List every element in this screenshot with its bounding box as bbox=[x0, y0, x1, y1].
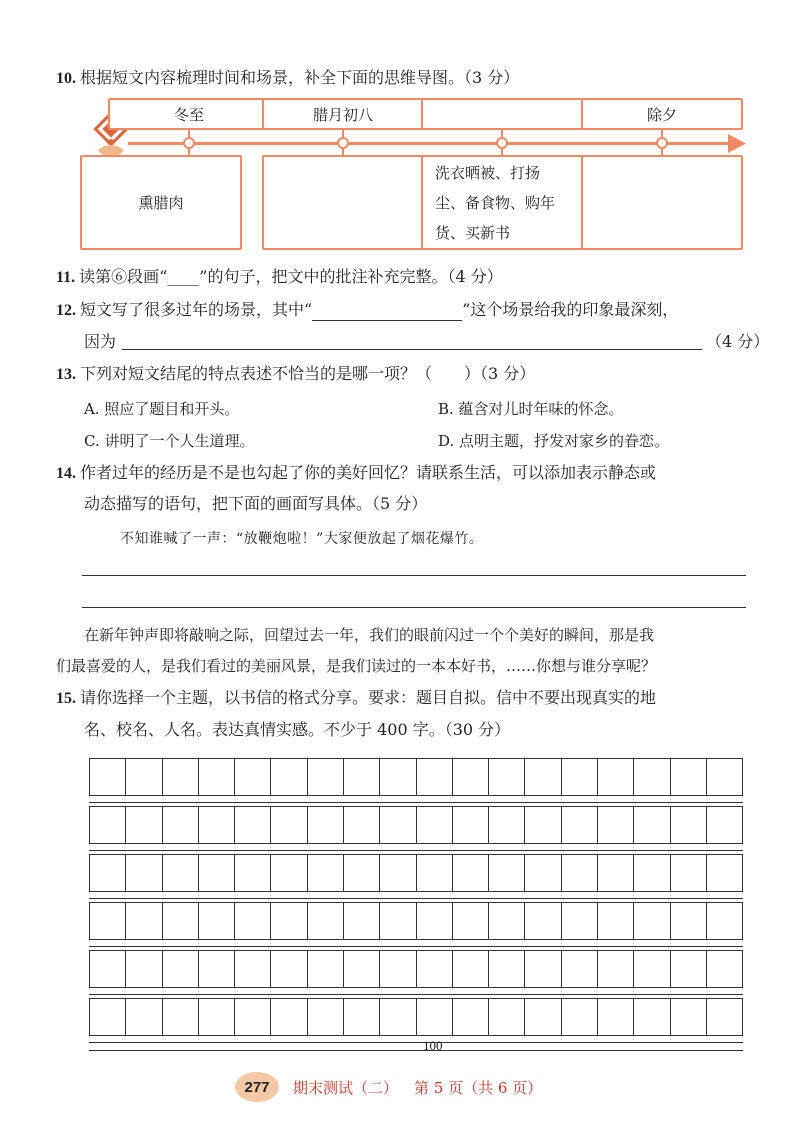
option-d[interactable]: D. 点明主题，抒发对家乡的眷恋。 bbox=[438, 432, 670, 450]
grid-cell[interactable] bbox=[562, 855, 598, 891]
grid-cell[interactable] bbox=[380, 759, 416, 795]
question-text: 下列对短文结尾的特点表述不恰当的是哪一项？（ ）（3 分） bbox=[80, 364, 536, 383]
grid-cell[interactable] bbox=[671, 759, 707, 795]
grid-row-gap-line bbox=[89, 898, 743, 899]
grid-cell[interactable] bbox=[562, 759, 598, 795]
grid-cell[interactable] bbox=[380, 855, 416, 891]
grid-cell[interactable] bbox=[453, 951, 489, 987]
grid-cell[interactable] bbox=[308, 807, 344, 843]
timeline-time-3-blank[interactable] bbox=[421, 98, 583, 130]
question-text: 作者过年的经历是不是也勾起了你的美好回忆？请联系生活，可以添加表示静态或 bbox=[80, 463, 657, 482]
grid-cell[interactable] bbox=[671, 855, 707, 891]
grid-cell[interactable] bbox=[308, 759, 344, 795]
grid-cell[interactable] bbox=[90, 951, 126, 987]
grid-cell[interactable] bbox=[271, 807, 307, 843]
grid-cell[interactable] bbox=[126, 903, 162, 939]
grid-cell[interactable] bbox=[308, 951, 344, 987]
question-text: 根据短文内容梳理时间和场景，补全下面的思维导图。（3 分） bbox=[80, 68, 520, 87]
grid-cell[interactable] bbox=[90, 807, 126, 843]
timeline-time-1: 冬至 bbox=[108, 98, 270, 130]
option-a[interactable]: A. 照应了题目和开头。 bbox=[84, 400, 240, 418]
grid-cell[interactable] bbox=[344, 759, 380, 795]
question-number: 13. bbox=[56, 366, 76, 383]
grid-cell[interactable] bbox=[380, 999, 416, 1035]
grid-cell[interactable] bbox=[707, 807, 742, 843]
grid-bottom-line bbox=[89, 1050, 743, 1051]
grid-cell[interactable] bbox=[453, 855, 489, 891]
timeline-time-2: 腊月初八 bbox=[262, 98, 424, 130]
grid-row-gap-line bbox=[89, 994, 743, 995]
option-c[interactable]: C. 讲明了一个人生道理。 bbox=[84, 432, 255, 450]
question-text-cont: ”这个场景给我的印象最深刻， bbox=[462, 300, 679, 319]
grid-cell[interactable] bbox=[634, 807, 670, 843]
grid-cell[interactable] bbox=[453, 807, 489, 843]
grid-cell[interactable] bbox=[235, 999, 271, 1035]
grid-cell[interactable] bbox=[126, 759, 162, 795]
intro-line-2: 们最喜爱的人，是我们看过的美丽风景，是我们读过的一本本好书，……你想与谁分享呢？ bbox=[56, 657, 657, 675]
grid-cell[interactable] bbox=[707, 855, 742, 891]
grid-cell[interactable] bbox=[90, 855, 126, 891]
question-15-cont: 名、校名、人名。表达真情实感。不少于 400 字。（30 分） bbox=[84, 720, 511, 739]
grid-cell[interactable] bbox=[634, 855, 670, 891]
grid-cell[interactable] bbox=[525, 807, 561, 843]
timeline-arrow-line bbox=[128, 142, 733, 145]
grid-cell[interactable] bbox=[126, 855, 162, 891]
grid-cell[interactable] bbox=[598, 951, 634, 987]
grid-cell[interactable] bbox=[163, 903, 199, 939]
question-text: 短文写了很多过年的场景，其中“ bbox=[80, 300, 313, 319]
grid-row-gap-line bbox=[89, 946, 743, 947]
grid-cell[interactable] bbox=[417, 903, 453, 939]
prompt-sentence: 不知谁喊了一声：“放鞭炮啦！”大家便放起了烟花爆竹。 bbox=[120, 531, 484, 547]
grid-cell[interactable] bbox=[598, 999, 634, 1035]
intro-line-1: 在新年钟声即将敲响之际，回望过去一年，我们的眼前闪过一个个美好的瞬间，那是我 bbox=[84, 626, 655, 644]
footer-title: 期末测试（二） bbox=[293, 1078, 399, 1097]
timeline-scene-2-blank[interactable] bbox=[262, 155, 424, 250]
grid-cell[interactable] bbox=[634, 999, 670, 1035]
timeline-arrowhead bbox=[728, 134, 746, 153]
question-14 bbox=[56, 463, 656, 484]
grid-cell[interactable] bbox=[90, 903, 126, 939]
grid-cell[interactable] bbox=[525, 903, 561, 939]
grid-cell[interactable] bbox=[453, 903, 489, 939]
grid-cell[interactable] bbox=[453, 759, 489, 795]
grid-cell[interactable] bbox=[525, 951, 561, 987]
grid-cell[interactable] bbox=[344, 999, 380, 1035]
grid-cell[interactable] bbox=[707, 999, 742, 1035]
grid-cell[interactable] bbox=[562, 951, 598, 987]
grid-row bbox=[89, 998, 743, 1036]
grid-cell[interactable] bbox=[90, 759, 126, 795]
question-12 bbox=[56, 300, 678, 321]
option-b[interactable]: B. 蕴含对儿时年味的怀念。 bbox=[438, 400, 624, 418]
answer-line[interactable] bbox=[82, 607, 746, 608]
grid-cell[interactable] bbox=[489, 855, 525, 891]
grid-cell[interactable] bbox=[671, 999, 707, 1035]
answer-line[interactable] bbox=[82, 575, 746, 576]
grid-cell[interactable] bbox=[489, 903, 525, 939]
timeline-node bbox=[337, 137, 349, 149]
grid-row-gap-line bbox=[89, 850, 743, 851]
grid-cell[interactable] bbox=[163, 999, 199, 1035]
grid-cell[interactable] bbox=[199, 951, 235, 987]
page-footer bbox=[235, 1072, 542, 1102]
grid-cell[interactable] bbox=[163, 951, 199, 987]
grid-cell[interactable] bbox=[634, 951, 670, 987]
grid-cell[interactable] bbox=[671, 903, 707, 939]
grid-cell[interactable] bbox=[562, 999, 598, 1035]
timeline-node bbox=[656, 137, 668, 149]
question-15 bbox=[56, 688, 656, 709]
grid-cell[interactable] bbox=[562, 903, 598, 939]
grid-cell[interactable] bbox=[308, 903, 344, 939]
grid-row bbox=[89, 806, 743, 844]
grid-cell[interactable] bbox=[344, 951, 380, 987]
grid-cell[interactable] bbox=[707, 903, 742, 939]
grid-cell[interactable] bbox=[90, 999, 126, 1035]
word-count-mark: 100 bbox=[423, 1038, 443, 1053]
grid-cell[interactable] bbox=[235, 855, 271, 891]
grid-cell[interactable] bbox=[598, 903, 634, 939]
question-number: 15. bbox=[56, 690, 76, 707]
grid-cell[interactable] bbox=[163, 759, 199, 795]
grid-cell[interactable] bbox=[199, 903, 235, 939]
grid-cell[interactable] bbox=[126, 999, 162, 1035]
grid-cell[interactable] bbox=[417, 855, 453, 891]
grid-cell[interactable] bbox=[525, 855, 561, 891]
question-number: 10. bbox=[56, 70, 76, 87]
question-11 bbox=[56, 267, 503, 288]
grid-cell[interactable] bbox=[126, 807, 162, 843]
grid-cell[interactable] bbox=[344, 855, 380, 891]
page-number-badge: 277 bbox=[235, 1072, 279, 1102]
grid-cell[interactable] bbox=[235, 807, 271, 843]
grid-cell[interactable] bbox=[308, 999, 344, 1035]
grid-cell[interactable] bbox=[562, 807, 598, 843]
grid-cell[interactable] bbox=[671, 807, 707, 843]
grid-cell[interactable] bbox=[235, 903, 271, 939]
grid-cell[interactable] bbox=[344, 807, 380, 843]
grid-cell[interactable] bbox=[634, 903, 670, 939]
grid-cell[interactable] bbox=[380, 903, 416, 939]
answer-line[interactable] bbox=[122, 349, 702, 350]
grid-cell[interactable] bbox=[271, 951, 307, 987]
grid-cell[interactable] bbox=[308, 855, 344, 891]
question-12-score: （4 分） bbox=[706, 332, 770, 351]
grid-row-gap-line bbox=[89, 802, 743, 803]
timeline-time-4: 除夕 bbox=[581, 98, 743, 130]
reason-label: 因为 bbox=[84, 332, 117, 351]
grid-cell[interactable] bbox=[417, 999, 453, 1035]
grid-cell[interactable] bbox=[525, 999, 561, 1035]
grid-cell[interactable] bbox=[199, 999, 235, 1035]
question-number: 11. bbox=[56, 269, 76, 286]
timeline-scene-3: 洗衣晒被、打扬尘、备食物、购年货、买新书 bbox=[421, 155, 583, 250]
grid-cell[interactable] bbox=[707, 759, 742, 795]
question-text: 读第⑥段画“____”的句子，把文中的批注补充完整。（4 分） bbox=[79, 267, 503, 286]
question-12-reason bbox=[84, 332, 116, 352]
grid-cell[interactable] bbox=[199, 759, 235, 795]
timeline-scene-1: 熏腊肉 bbox=[80, 155, 242, 250]
grid-cell[interactable] bbox=[271, 999, 307, 1035]
grid-cell[interactable] bbox=[417, 759, 453, 795]
grid-row bbox=[89, 950, 743, 988]
grid-cell[interactable] bbox=[271, 903, 307, 939]
question-number: 12. bbox=[56, 302, 76, 319]
grid-cell[interactable] bbox=[489, 759, 525, 795]
grid-cell[interactable] bbox=[707, 951, 742, 987]
grid-cell[interactable] bbox=[380, 951, 416, 987]
grid-row-gap-line bbox=[89, 1042, 743, 1043]
grid-cell[interactable] bbox=[163, 855, 199, 891]
grid-cell[interactable] bbox=[235, 759, 271, 795]
grid-cell[interactable] bbox=[271, 855, 307, 891]
question-10 bbox=[56, 68, 519, 89]
grid-cell[interactable] bbox=[598, 759, 634, 795]
grid-cell[interactable] bbox=[199, 855, 235, 891]
grid-cell[interactable] bbox=[489, 999, 525, 1035]
question-14-cont: 动态描写的语句，把下面的画面写具体。（5 分） bbox=[84, 494, 428, 513]
grid-cell[interactable] bbox=[380, 807, 416, 843]
answer-blank[interactable] bbox=[312, 305, 462, 321]
grid-cell[interactable] bbox=[235, 951, 271, 987]
grid-cell[interactable] bbox=[344, 903, 380, 939]
grid-row bbox=[89, 758, 743, 796]
grid-row bbox=[89, 854, 743, 892]
grid-cell[interactable] bbox=[634, 759, 670, 795]
timeline-node bbox=[496, 137, 508, 149]
question-text: 请你选择一个主题，以书信的格式分享。要求：题目自拟。信中不要出现真实的地 bbox=[80, 688, 657, 707]
grid-cell[interactable] bbox=[271, 759, 307, 795]
grid-cell[interactable] bbox=[489, 951, 525, 987]
grid-cell[interactable] bbox=[417, 951, 453, 987]
timeline-node bbox=[183, 137, 195, 149]
grid-cell[interactable] bbox=[671, 951, 707, 987]
grid-cell[interactable] bbox=[417, 807, 453, 843]
grid-cell[interactable] bbox=[163, 807, 199, 843]
grid-cell[interactable] bbox=[525, 759, 561, 795]
question-13 bbox=[56, 364, 535, 385]
grid-cell[interactable] bbox=[453, 999, 489, 1035]
footer-page-info: 第 5 页（共 6 页） bbox=[414, 1078, 543, 1097]
question-number: 14. bbox=[56, 465, 76, 482]
grid-cell[interactable] bbox=[126, 951, 162, 987]
grid-row bbox=[89, 902, 743, 940]
timeline-scene-4-blank[interactable] bbox=[581, 155, 743, 250]
grid-cell[interactable] bbox=[489, 807, 525, 843]
grid-cell[interactable] bbox=[598, 855, 634, 891]
grid-cell[interactable] bbox=[199, 807, 235, 843]
grid-cell[interactable] bbox=[598, 807, 634, 843]
